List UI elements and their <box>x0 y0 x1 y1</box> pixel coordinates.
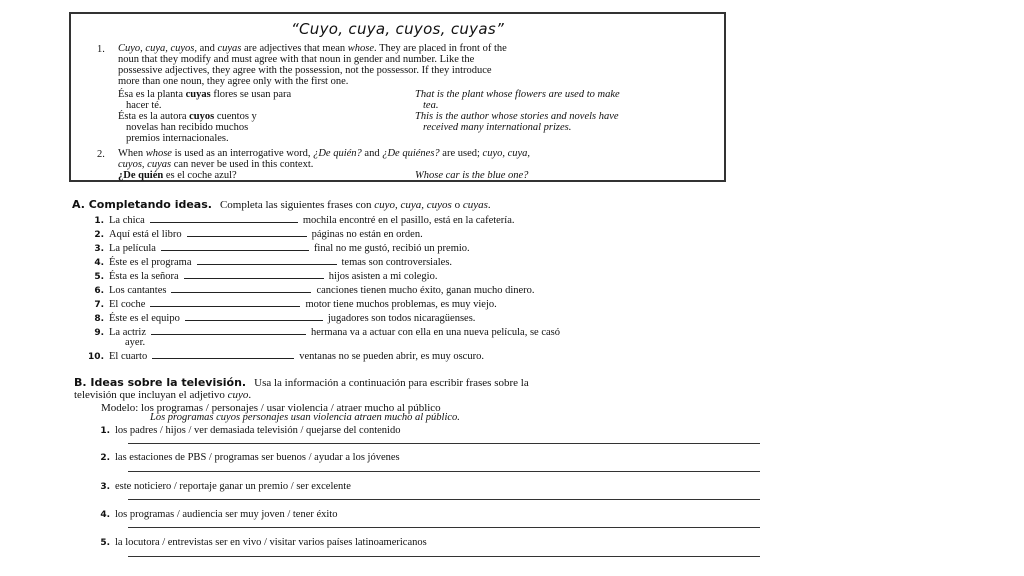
point-2-number: 2. <box>97 149 105 160</box>
example-2-english: This is the author whose stories and novels have <box>415 111 619 122</box>
point-2-example-english: Whose car is the blue one? <box>415 170 529 181</box>
model-prompt: Modelo: los programas / personajes / usar violencia / atraer mucho al público <box>101 402 441 414</box>
exercise-a-item-2: 2. Aquí está el libro páginas no están en orden. <box>94 229 423 240</box>
answer-blank[interactable] <box>152 350 294 359</box>
exercise-b-item-4: 4. los programas / audiencia ser muy joven / tener éxito <box>100 509 338 520</box>
answer-blank[interactable] <box>150 214 298 223</box>
model-answer: Los programas cuyos personajes usan violencia atraen mucho al público. <box>150 412 460 423</box>
answer-blank[interactable] <box>184 270 324 279</box>
answer-blank[interactable] <box>171 284 311 293</box>
answer-blank[interactable] <box>185 312 323 321</box>
exercise-a-item-3: 3. La película final no me gustó, recibió un premio. <box>94 243 470 254</box>
exercise-a-item-7: 7. El coche motor tiene muchos problemas, es muy viejo. <box>94 299 497 310</box>
exercise-a-item-4: 4. Éste es el programa temas son controversiales. <box>94 257 453 268</box>
answer-blank[interactable] <box>150 298 300 307</box>
exercise-a-item-1: 1. La chica mochila encontré en el pasillo, está en la cafetería. <box>94 215 515 226</box>
answer-line[interactable] <box>128 471 760 472</box>
point-1-line-4: more than one noun, they agree only with the first one. <box>118 76 349 87</box>
exercise-a-item-8: 8. Éste es el equipo jugadores son todos nicaragüenses. <box>94 313 476 324</box>
exercise-b-item-3: 3. este noticiero / reportaje ganar un premio / ser excelente <box>100 481 351 492</box>
example-1-spanish: Ésa es la planta cuyas flores se usan para <box>118 89 292 100</box>
answer-blank[interactable] <box>197 256 337 265</box>
point-1-line-3: possessive adjectives, they agree with the possession, not the possessor. If they introduce <box>118 65 492 76</box>
example-2-spanish-cont-1: novelas han recibido muchos <box>126 122 249 133</box>
example-2-spanish-cont-2: premios internacionales. <box>126 133 229 144</box>
answer-line[interactable] <box>128 499 760 500</box>
point-2-line-1: When whose is used as an interrogative word, ¿De quién? and ¿De quiénes? are used; cuyo, cuya, <box>118 148 531 159</box>
point-1-line-1: Cuyo, cuya, cuyos, and cuyas are adjectives that mean whose. They are placed in front of the <box>118 43 507 54</box>
example-1-english: That is the plant whose flowers are used to make <box>415 89 620 100</box>
section-b-heading: B. Ideas sobre la televisión. Usa la información a continuación para escribir frases sobre la <box>74 376 529 389</box>
answer-line[interactable] <box>128 527 760 528</box>
exercise-a-item-9: 9. La actriz hermana va a actuar con ella en una nueva película, se casó <box>94 327 560 338</box>
grammar-box-title: “Cuyo, cuya, cuyos, cuyas” <box>290 20 505 38</box>
exercise-b-item-2: 2. las estaciones de PBS / programas ser buenos / ayudar a los jóvenes <box>100 452 400 463</box>
answer-blank[interactable] <box>187 228 307 237</box>
section-b-instruction-cont: televisión que incluyan el adjetivo cuyo. <box>74 389 252 401</box>
exercise-a-item-10: 10. El cuarto ventanas no se pueden abrir, es muy oscuro. <box>88 351 484 362</box>
answer-blank[interactable] <box>161 242 309 251</box>
point-2-line-2: cuyos, cuyas can never be used in this context. <box>118 159 314 170</box>
exercise-a-item-6: 6. Los cantantes canciones tienen mucho éxito, ganan mucho dinero. <box>94 285 535 296</box>
exercise-a-item-5: 5. Ésta es la señora hijos asisten a mi colegio. <box>94 271 438 282</box>
example-1-english-cont: tea. <box>423 100 439 111</box>
answer-line[interactable] <box>128 443 760 444</box>
example-1-spanish-cont: hacer té. <box>126 100 162 111</box>
example-2-spanish: Ésta es la autora cuyos cuentos y <box>118 111 257 122</box>
exercise-b-item-5: 5. la locutora / entrevistas ser en vivo / visitar varios países latinoamericanos <box>100 537 427 548</box>
point-2-example-spanish: ¿De quién es el coche azul? <box>118 170 237 181</box>
section-a-label: A. Completando ideas. <box>72 198 212 211</box>
example-2-english-cont: received many international prizes. <box>423 122 572 133</box>
grammar-box <box>69 12 726 182</box>
section-b-label: B. Ideas sobre la televisión. <box>74 376 247 389</box>
point-1-number: 1. <box>97 44 105 55</box>
point-1-line-2: noun that they modify and must agree with that noun in gender and number. Like the <box>118 54 475 65</box>
exercise-b-item-1: 1. los padres / hijos / ver demasiada televisión / quejarse del contenido <box>100 425 401 436</box>
answer-blank[interactable] <box>151 326 306 335</box>
section-a-heading: A. Completando ideas. Completa las siguientes frases con cuyo, cuya, cuyos o cuyas. <box>72 198 491 211</box>
exercise-a-item-9-cont: ayer. <box>125 337 146 348</box>
answer-line[interactable] <box>128 556 760 557</box>
